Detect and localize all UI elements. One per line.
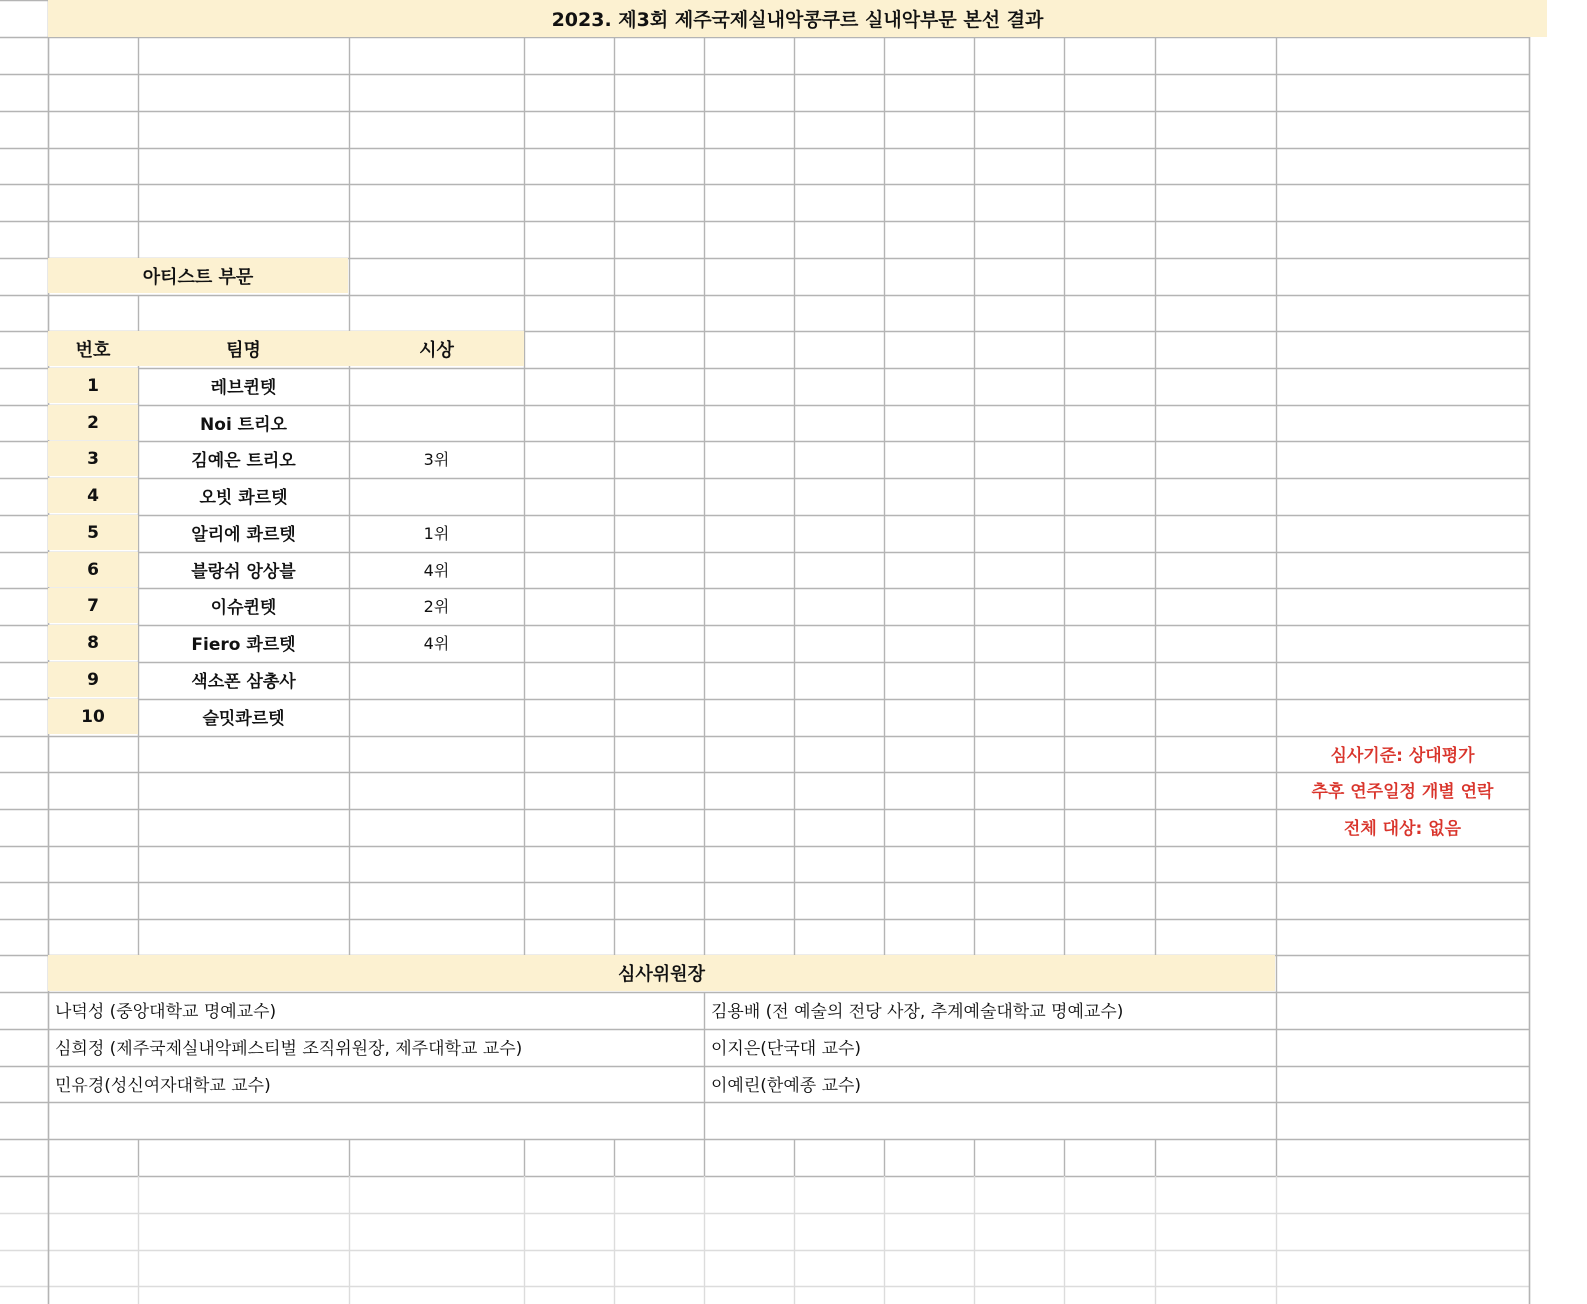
award-cell[interactable]: [349, 405, 524, 440]
judge-cell[interactable]: [704, 992, 1275, 1027]
row-number: 4: [87, 485, 99, 506]
judge-name: 민유경(성신여자대학교 교수): [55, 1076, 271, 1096]
header-award-label: 시상: [419, 339, 454, 361]
header-number-label: 번호: [75, 339, 111, 361]
row-number-cell[interactable]: [48, 552, 138, 587]
judge-name: 김용배 (전 예술의 전당 사장, 추계예술대학교 명예교수): [711, 1002, 1124, 1022]
note-criteria: 심사기준: 상대평가: [1330, 746, 1475, 766]
judge-cell[interactable]: [48, 1029, 704, 1064]
team-name: Fiero 콰르텟: [191, 635, 296, 655]
team-name: 김예은 트리오: [191, 451, 296, 471]
row-number: 3: [87, 448, 99, 469]
team-name-cell[interactable]: [138, 552, 349, 587]
team-name: 오빗 콰르텟: [199, 488, 288, 508]
team-name-cell[interactable]: [138, 405, 349, 440]
row-number: 2: [87, 412, 99, 433]
award-cell[interactable]: [349, 478, 524, 513]
row-number-cell[interactable]: [48, 625, 138, 660]
judge-cell[interactable]: [704, 1029, 1275, 1064]
team-name: 색소폰 삼총사: [191, 672, 296, 692]
sheet-title: 2023. 제3회 제주국제실내악콩쿠르 실내악부문 본선 결과: [551, 9, 1044, 31]
team-name-cell[interactable]: [138, 699, 349, 734]
sheet-title-cell[interactable]: [48, 0, 1547, 37]
team-name-cell[interactable]: [138, 478, 349, 513]
team-name: 블랑쉬 앙상블: [191, 562, 296, 582]
row-number: 8: [87, 632, 99, 653]
award-value: 4위: [423, 561, 450, 580]
row-number: 5: [87, 522, 99, 543]
judges-title-cell[interactable]: [48, 955, 1275, 991]
team-name-cell[interactable]: [138, 441, 349, 476]
row-number-cell[interactable]: [48, 662, 138, 697]
judge-cell[interactable]: [704, 1066, 1275, 1101]
section-title: 아티스트 부문: [142, 266, 254, 288]
note-schedule: 추후 연주일정 개별 연락: [1311, 782, 1494, 802]
team-name: 알리에 콰르텟: [191, 525, 296, 545]
row-number: 6: [87, 559, 99, 580]
award-cell[interactable]: [349, 441, 524, 476]
team-name-cell[interactable]: [138, 662, 349, 697]
judge-cell[interactable]: [48, 992, 704, 1027]
header-award[interactable]: [349, 331, 524, 366]
judge-cell[interactable]: [48, 1066, 704, 1101]
header-team[interactable]: [138, 331, 349, 366]
team-name-cell[interactable]: [138, 515, 349, 550]
team-name-cell[interactable]: [138, 368, 349, 403]
row-number-cell[interactable]: [48, 441, 138, 476]
row-number-cell[interactable]: [48, 588, 138, 623]
judges-title: 심사위원장: [618, 964, 705, 985]
row-number-cell[interactable]: [48, 699, 138, 734]
note-criteria-cell[interactable]: [1276, 736, 1529, 771]
award-cell[interactable]: [349, 625, 524, 660]
judge-name: 이지은(단국대 교수): [711, 1039, 862, 1059]
note-grand-prize: 전체 대상: 없음: [1343, 819, 1462, 839]
section-title-cell[interactable]: [48, 258, 348, 293]
note-grand-prize-cell[interactable]: [1276, 809, 1529, 844]
award-cell[interactable]: [349, 699, 524, 734]
note-schedule-cell[interactable]: [1276, 772, 1529, 807]
row-number-cell[interactable]: [48, 478, 138, 513]
header-team-label: 팀명: [226, 339, 261, 361]
judge-name: 이예린(한예종 교수): [711, 1076, 862, 1096]
award-value: 4위: [423, 634, 450, 653]
row-number-cell[interactable]: [48, 405, 138, 440]
team-name-cell[interactable]: [138, 625, 349, 660]
award-value: 3위: [423, 450, 450, 469]
row-number-cell[interactable]: [48, 368, 138, 403]
award-cell[interactable]: [349, 515, 524, 550]
row-number-cell[interactable]: [48, 515, 138, 550]
team-name: 레브퀸텟: [210, 378, 277, 398]
award-cell[interactable]: [349, 588, 524, 623]
team-name: Noi 트리오: [200, 415, 287, 435]
team-name-cell[interactable]: [138, 588, 349, 623]
award-cell[interactable]: [349, 662, 524, 697]
judge-name: 심희정 (제주국제실내악페스티벌 조직위원장, 제주대학교 교수): [55, 1039, 523, 1059]
row-number: 9: [87, 669, 99, 690]
award-cell[interactable]: [349, 552, 524, 587]
award-value: 2위: [423, 597, 450, 616]
judge-name: 나덕성 (중앙대학교 명예교수): [55, 1002, 277, 1022]
header-number[interactable]: [48, 331, 138, 366]
team-name: 슬밋콰르텟: [202, 709, 285, 729]
team-name: 이슈퀸텟: [210, 598, 277, 618]
row-number: 10: [81, 706, 105, 727]
award-cell[interactable]: [349, 368, 524, 403]
row-number: 7: [87, 595, 99, 616]
award-value: 1위: [423, 524, 450, 543]
row-number: 1: [87, 375, 99, 396]
